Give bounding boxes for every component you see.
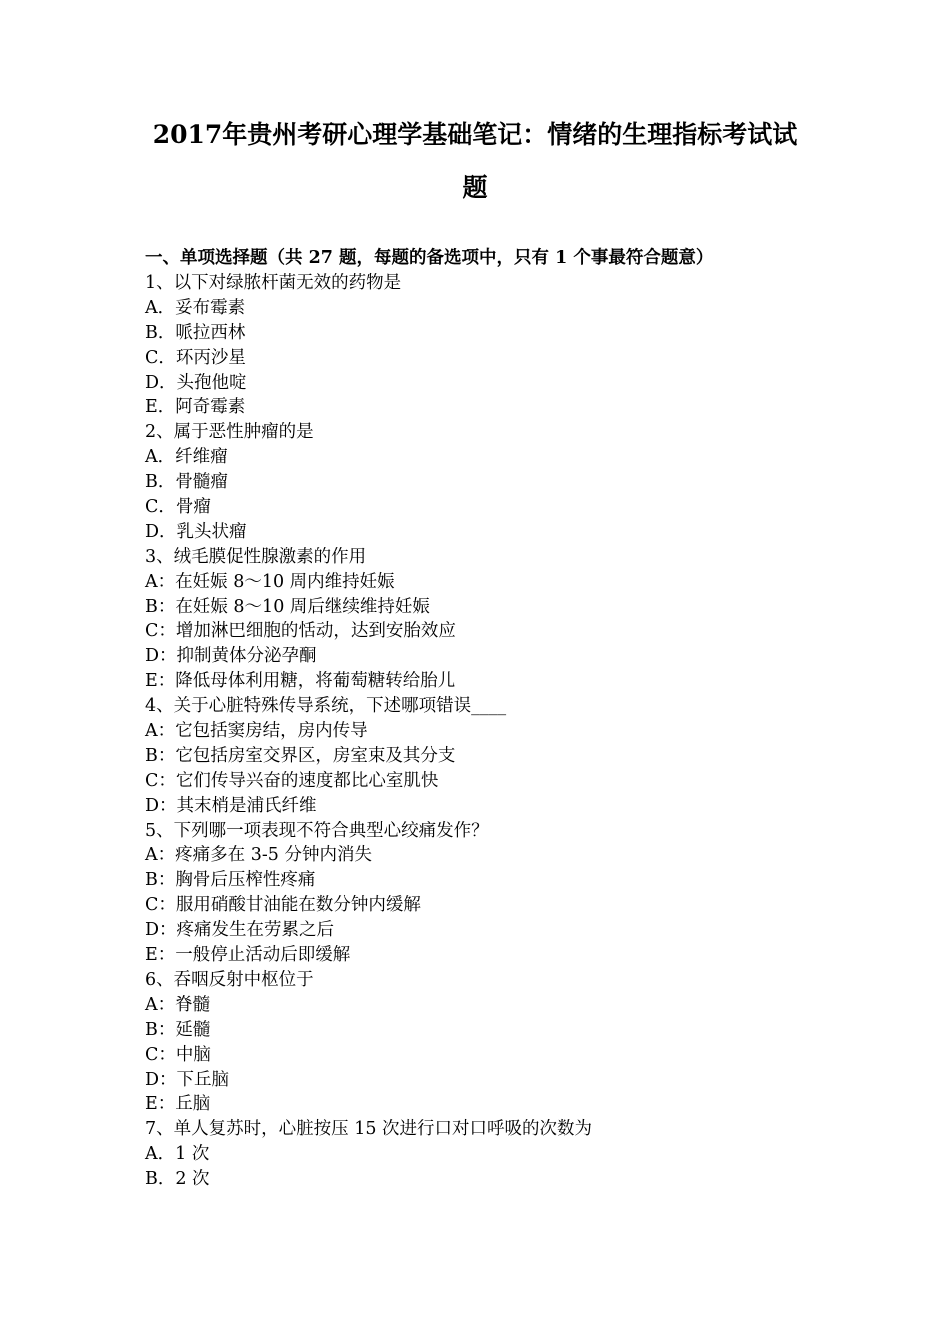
text-line: B．骨髓瘤 <box>145 472 228 493</box>
text-line: C：服用硝酸甘油能在数分钟内缓解 <box>145 895 421 916</box>
text-line: 2、属于恶性肿瘤的是 <box>145 422 314 443</box>
text-line: D：下丘脑 <box>145 1069 230 1090</box>
text-line: C：它们传导兴奋的速度都比心室肌快 <box>145 770 439 791</box>
text-line: 3、绒毛膜促性腺激素的作用 <box>145 546 367 567</box>
text-line: C．骨瘤 <box>145 497 211 518</box>
text-line: B：延髓 <box>145 1019 211 1040</box>
section-heading: 一、单项选择题（共 27 题，每题的备选项中，只有 1 个事最符合题意） <box>145 248 714 268</box>
text-line: E．阿奇霉素 <box>145 397 246 418</box>
text-line: D：疼痛发生在劳累之后 <box>145 920 335 941</box>
text-line: A．妥布霉素 <box>145 297 246 318</box>
text-line: B：胸骨后压榨性疼痛 <box>145 870 316 891</box>
text-line: A：它包括窦房结，房内传导 <box>145 721 368 742</box>
text-line: A：脊髓 <box>145 994 211 1015</box>
text-line: A．纤维瘤 <box>145 447 228 468</box>
text-line: 4、关于心脏特殊传导系统，下述哪项错误____ <box>145 696 507 717</box>
text-line: E：降低母体利用糖，将葡萄糖转给胎儿 <box>145 671 456 692</box>
text-line: D．头孢他啶 <box>145 372 247 393</box>
text-line: C：增加淋巴细胞的恬动，达到安胎效应 <box>145 621 456 642</box>
text-line: 5、下列哪一项表现不符合典型心绞痛发作？ <box>145 820 489 841</box>
text-line: E：丘脑 <box>145 1094 211 1115</box>
text-line: A：在妊娠 8～10 周内维持妊娠 <box>145 571 395 592</box>
text-line: 6、吞咽反射中枢位于 <box>145 969 314 990</box>
text-line: B：在妊娠 8～10 周后继续维持妊娠 <box>145 596 430 617</box>
text-line: D：其末梢是浦氏纤维 <box>145 795 317 816</box>
text-line: B：它包括房室交界区，房室束及其分支 <box>145 745 456 766</box>
text-line: C．环丙沙星 <box>145 347 246 368</box>
text-line: D．乳头状瘤 <box>145 521 247 542</box>
text-line: 1、以下对绿脓杆菌无效的药物是 <box>145 273 402 293</box>
text-line: C：中脑 <box>145 1044 211 1065</box>
text-line: B．2 次 <box>145 1169 210 1190</box>
text-line: A．1 次 <box>145 1144 210 1165</box>
document-title-line-2: 题 <box>462 173 488 202</box>
text-line: B．哌拉西林 <box>145 322 246 343</box>
document-title-line-1: 2017年贵州考研心理学基础笔记：情绪的生理指标考试试 <box>152 120 798 149</box>
text-line: 7、单人复苏时，心脏按压 15 次进行口对口呼吸的次数为 <box>145 1119 593 1140</box>
question-list <box>145 271 845 1192</box>
text-line: D：抑制黄体分泌孕酮 <box>145 646 317 667</box>
text-line: A：疼痛多在 3-5 分钟内消失 <box>145 845 372 866</box>
text-line: E：一般停止活动后即缓解 <box>145 945 351 966</box>
